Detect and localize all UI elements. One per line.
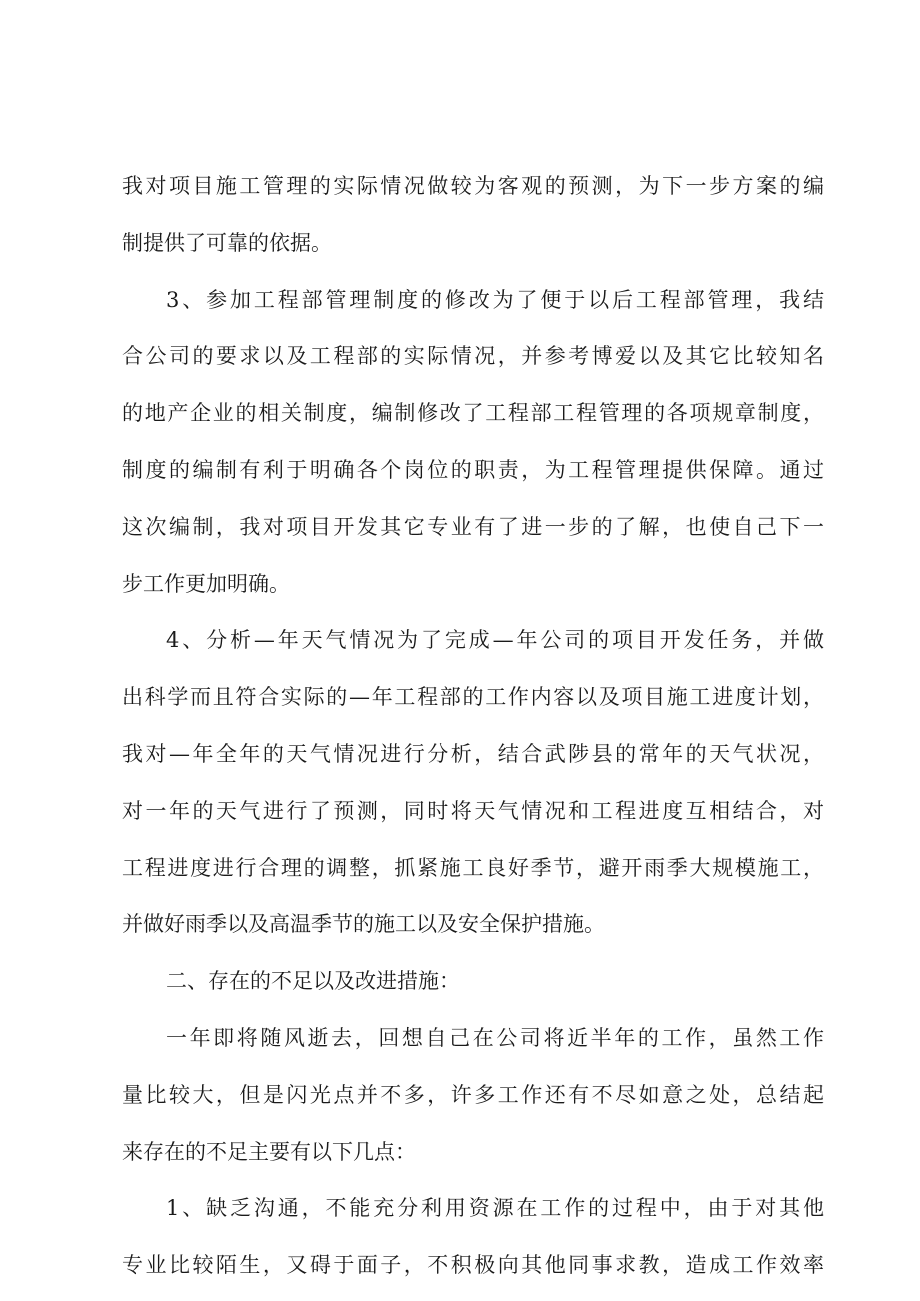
text-line-10: 出科学而且符合实际的—年工程部的工作内容以及项目施工进度计划，: [122, 685, 824, 710]
text-line-18: 来存在的不足主要有以下几点：: [122, 1139, 416, 1164]
text-line-9: 4、分析—年天气情况为了完成—年公司的项目开发任务，并做: [166, 628, 824, 653]
text-line-16: 一年即将随风逝去，回想自己在公司将近半年的工作，虽然工作: [166, 1025, 824, 1050]
text-line-4: 合公司的要求以及工程部的实际情况，并参考博爱以及其它比较知名: [122, 344, 824, 369]
text-line-7: 这次编制，我对项目开发其它专业有了进一步的了解，也使自己下一: [122, 514, 824, 539]
text-line-1: 我对项目施工管理的实际情况做较为客观的预测，为下一步方案的编: [122, 174, 824, 198]
text-line-17: 量比较大，但是闪光点并不多，许多工作还有不尽如意之处，总结起: [122, 1082, 824, 1107]
text-line-14: 并做好雨季以及高温季节的施工以及安全保护措施。: [122, 912, 605, 937]
text-line-11: 我对—年全年的天气情况进行分析，结合武陟县的常年的天气状况，: [122, 741, 824, 766]
text-line-6: 制度的编制有利于明确各个岗位的职责，为工程管理提供保障。通过: [122, 457, 824, 482]
text-line-5: 的地产企业的相关制度，编制修改了工程部工程管理的各项规章制度，: [122, 401, 824, 426]
document-body: [122, 158, 824, 1294]
text-line-8: 步工作更加明确。: [122, 571, 290, 596]
text-line-2: 制提供了可靠的依据。: [122, 230, 332, 255]
text-line-19: 1、缺乏沟通，不能充分利用资源在工作的过程中，由于对其他: [166, 1196, 824, 1221]
text-line-13: 工程进度进行合理的调整，抓紧施工良好季节，避开雨季大规模施工，: [122, 855, 824, 880]
text-line-3: 3、参加工程部管理制度的修改为了便于以后工程部管理，我结: [166, 287, 824, 312]
section-heading: 二、存在的不足以及改进措施：: [166, 969, 460, 994]
text-line-12: 对一年的天气进行了预测，同时将天气情况和工程进度互相结合，对: [122, 798, 824, 823]
text-line-20: 专业比较陌生，又碍于面子，不积极向其他同事求教，造成工作效率: [122, 1253, 824, 1278]
